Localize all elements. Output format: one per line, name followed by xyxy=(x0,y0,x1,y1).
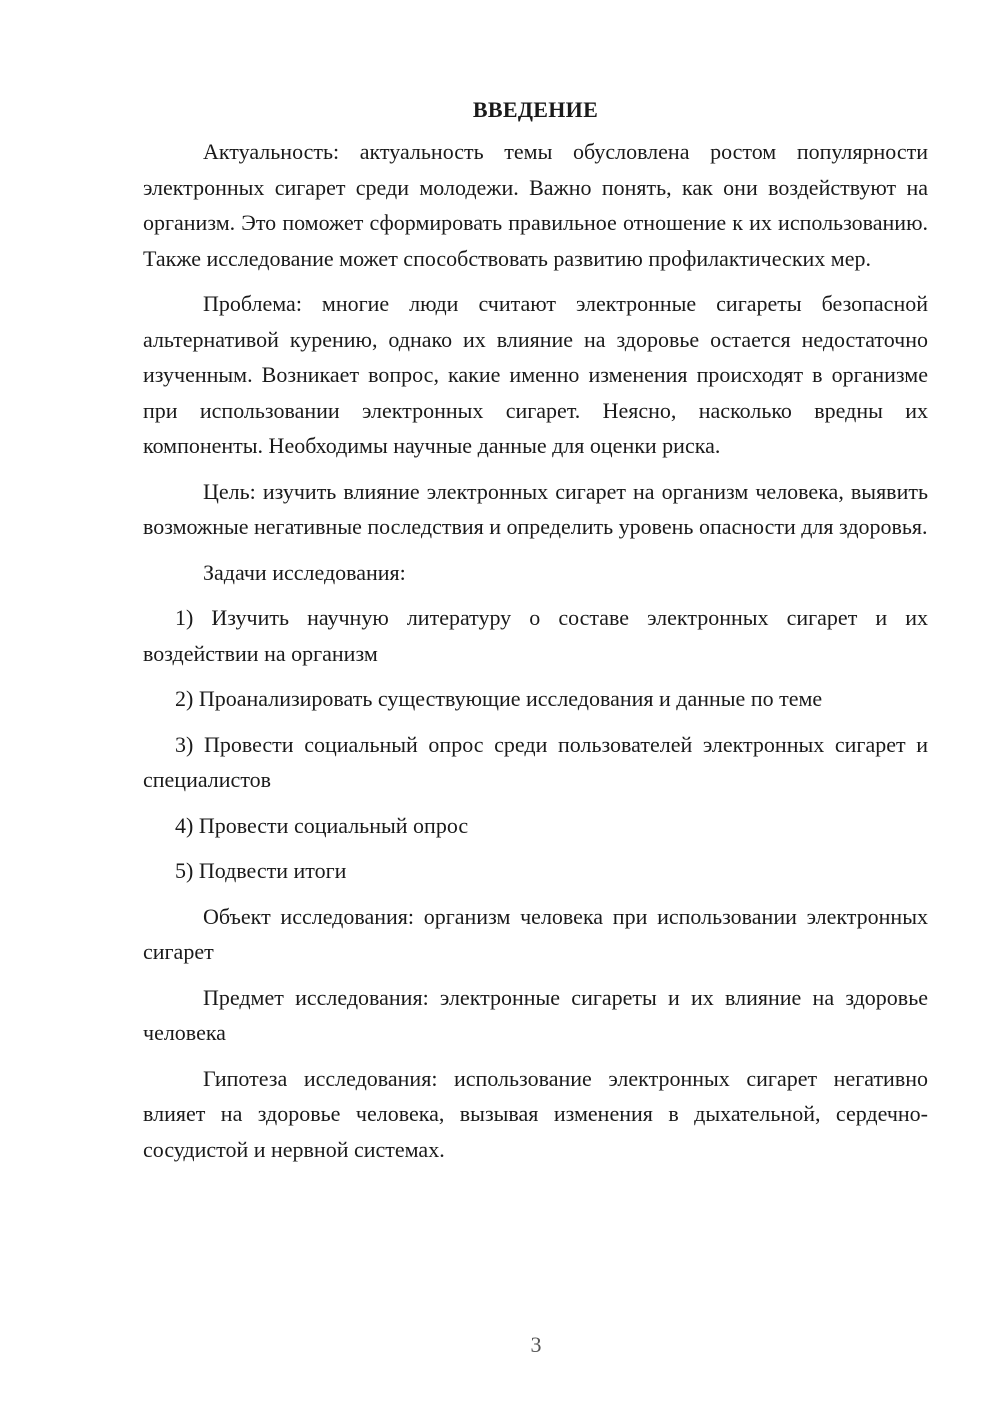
task-item-1: 1) Изучить научную литературу о составе электронных сигарет и их воздействии на организм xyxy=(143,605,928,666)
document-page xyxy=(143,92,928,1177)
task-item-2: 2) Проанализировать существующие исследования и данные по теме xyxy=(175,686,823,711)
page-number: 3 xyxy=(530,1332,542,1357)
relevance-paragraph: Актуальность: актуальность темы обусловлена ростом популярности электронных сигарет среди молодежи. Важно понять, как они воздействуют на организм. Это поможет сформировать правильное отношение к их использованию. Также исследование может способствовать развитию профилактических мер. xyxy=(143,139,928,271)
task-item-4: 4) Провести социальный опрос xyxy=(175,812,469,838)
subject-paragraph: Предмет исследования: электронные сигареты и их влияние на здоровье человека xyxy=(143,984,928,1045)
hypothesis-paragraph: Гипотеза исследования: использование электронных сигарет негативно влияет на здоровье человека, вызывая изменения в дыхательной, сердечно-сосудистой и нервной системах. xyxy=(143,1065,928,1162)
section-heading: ВВЕДЕНИЕ xyxy=(472,97,599,122)
tasks-heading: Задачи исследования: xyxy=(203,559,406,585)
task-item-3: 3) Провести социальный опрос среди пользователей электронных сигарет и специалистов xyxy=(143,731,928,792)
problem-paragraph: Проблема: многие люди считают электронные сигареты безопасной альтернативой курению, однако их влияние на здоровье остается недостаточно изученным. Возникает вопрос, какие именно изменения происходят в организме при использовании электронных сигарет. Неясно, насколько вредны их компоненты. Необходимы научные данные для оценки риска. xyxy=(143,291,928,458)
task-item-5: 5) Подвести итоги xyxy=(175,858,347,883)
goal-paragraph: Цель: изучить влияние электронных сигарет на организм человека, выявить возможные негативные последствия и определить уровень опасности для здоровья. xyxy=(143,478,928,539)
object-paragraph: Объект исследования: организм человека при использовании электронных сигарет xyxy=(143,903,928,964)
